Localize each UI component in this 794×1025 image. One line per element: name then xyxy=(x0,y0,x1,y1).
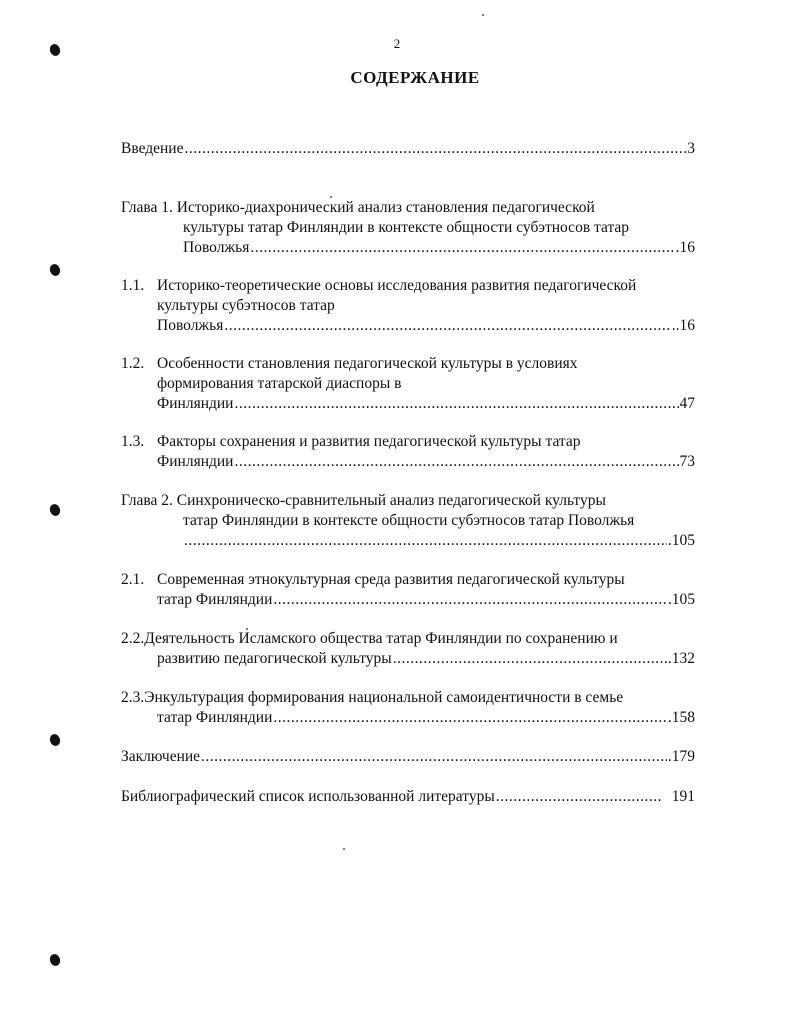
toc-label: формирования татарской диаспоры в xyxy=(157,375,402,392)
toc-label: татар Финляндии xyxy=(157,709,273,726)
toc-page-number: 73 xyxy=(679,453,695,470)
toc-label: культуры субэтносов татар xyxy=(157,297,335,314)
toc-entry-chapter-1[interactable] xyxy=(121,198,695,258)
toc-label: культуры татар Финляндии в контексте общности субэтносов татар xyxy=(183,219,630,236)
toc-label: Поволжья xyxy=(183,239,250,256)
toc-entry-bibliography[interactable] xyxy=(121,787,695,807)
binder-hole-5 xyxy=(48,953,62,968)
toc-entry-section-1-1[interactable] xyxy=(121,276,695,336)
toc-label: Глава 2. Синхроническо-сравнительный анализ педагогической культуры xyxy=(121,492,606,509)
toc-label: 2.3.Энкультурация формирования национальной самоидентичности в семье xyxy=(121,689,624,706)
section-number: 2.1. xyxy=(121,571,145,588)
dot-leader xyxy=(224,316,670,336)
toc-label: Финляндии xyxy=(157,395,234,412)
toc-page-number: .179 xyxy=(667,748,695,765)
toc-label: Историко-теоретические основы исследования развития педагогической xyxy=(157,277,637,294)
toc-page-number: 191 xyxy=(671,788,695,805)
toc-page-number: ..16 xyxy=(671,317,695,334)
binder-hole-3 xyxy=(48,503,62,518)
toc-entry-section-2-1[interactable] xyxy=(121,570,695,610)
dot-leader xyxy=(273,708,666,728)
toc-page-number: .16 xyxy=(675,239,695,256)
toc-label: Глава 1. Историко-диахронический анализ становления педагогической xyxy=(121,199,595,216)
toc-page-number: ..132 xyxy=(664,650,695,667)
toc-label: Введение xyxy=(121,140,184,157)
dot-leader xyxy=(201,747,667,767)
dot-leader xyxy=(234,452,678,472)
toc-page-number: 47 xyxy=(679,395,695,412)
dot-leader xyxy=(496,787,662,807)
toc-label: татар Финляндии xyxy=(157,591,273,608)
dot-leader xyxy=(184,531,667,551)
toc-label: Современная этнокультурная среда развития педагогической культуры xyxy=(157,571,625,588)
toc-label: Факторы сохранения и развития педагогической культуры татар xyxy=(157,433,581,450)
toc-entry-chapter-2[interactable] xyxy=(121,491,695,551)
dot-leader xyxy=(234,394,678,414)
toc-label: Заключение xyxy=(121,748,201,765)
toc-page-number: .105 xyxy=(667,591,695,608)
toc-page-number: .105 xyxy=(667,532,695,549)
toc-label: 2.2.Деятельность Исламского общества татар Финляндии по сохранению и xyxy=(121,630,618,647)
section-number: 1.2. xyxy=(121,355,145,372)
toc-entry-section-2-2[interactable] xyxy=(121,629,695,669)
toc-entry-conclusion[interactable] xyxy=(121,747,695,767)
toc-label: татар Финляндии в контексте общности субэтносов татар Поволжья xyxy=(183,512,635,529)
page-number: 2 xyxy=(393,36,401,51)
toc-label: Библиографический список использованной литературы xyxy=(121,788,495,805)
toc-label: Особенности становления педагогической культуры в условиях xyxy=(157,355,578,372)
scan-speck xyxy=(343,848,345,850)
dot-leader xyxy=(250,238,674,258)
scan-speck xyxy=(482,14,484,16)
section-number: 1.3. xyxy=(121,433,145,450)
toc-page-number: .3 xyxy=(683,140,695,157)
toc-label: развитию педагогической культуры xyxy=(157,650,392,667)
toc-label: Финляндии xyxy=(157,453,234,470)
binder-hole-2 xyxy=(48,263,62,278)
binder-hole-4 xyxy=(48,733,62,748)
toc-entry-section-1-2[interactable] xyxy=(121,354,695,414)
dot-leader xyxy=(184,139,682,159)
dot-leader xyxy=(273,590,666,610)
toc-entry-intro[interactable] xyxy=(121,139,695,159)
section-number: 1.1. xyxy=(121,277,145,294)
toc-label: Поволжья xyxy=(157,317,224,334)
toc-entry-section-1-3[interactable] xyxy=(121,432,695,472)
toc-page-number: .158 xyxy=(667,709,695,726)
page-title: СОДЕРЖАНИЕ xyxy=(350,68,480,87)
dot-leader xyxy=(393,649,663,669)
toc-entry-section-2-3[interactable] xyxy=(121,688,695,728)
